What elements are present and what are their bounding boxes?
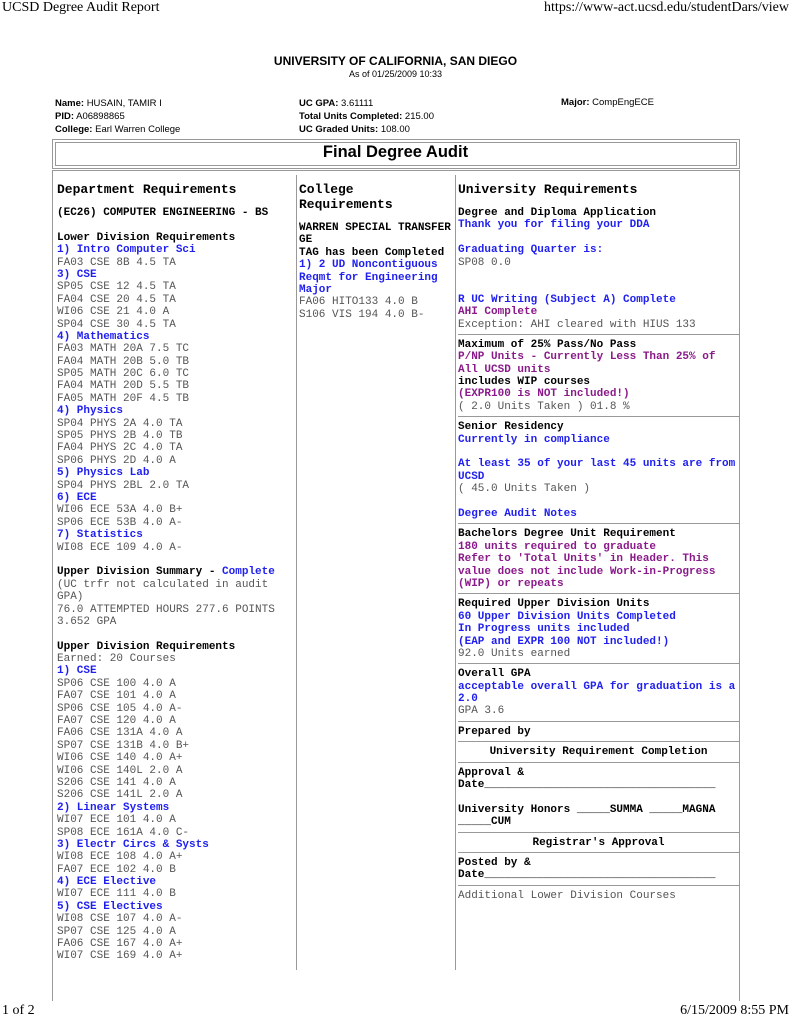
pnp-wip: includes WIP courses <box>458 376 591 389</box>
bachelors-title: Bachelors Degree Unit Requirement <box>458 528 676 541</box>
course-entry: S206 CSE 141L 2.0 A <box>57 789 183 802</box>
course-entry: SP05 CSE 12 4.5 TA <box>57 281 176 294</box>
gpa-info <box>299 97 434 136</box>
major-info <box>561 97 654 108</box>
course-entry: SP06 PHYS 2D 4.0 A <box>57 454 176 467</box>
pnp-line: All UCSD units <box>458 363 551 376</box>
divider <box>458 416 739 417</box>
course-entry: SP05 MATH 20C 6.0 TC <box>57 368 190 381</box>
upper-summary-line: GPA) <box>57 591 84 604</box>
course-entry: FA03 MATH 20A 7.5 TC <box>57 343 190 356</box>
upper-summary-line: (UC trfr not calculated in audit <box>57 578 269 591</box>
upper-div-heading: Upper Division Requirements <box>57 640 236 653</box>
bachelors-requirement <box>458 541 739 591</box>
college-requirement-line: Major <box>299 283 333 296</box>
upper-div-groups <box>57 665 294 962</box>
requirement-group-title: 5) CSE Electives <box>57 900 163 913</box>
requirement-group-title: 5) Physics Lab <box>57 467 150 480</box>
prepared-by: Prepared by <box>458 725 531 738</box>
course-entry: FA04 PHYS 2C 4.0 TA <box>57 442 183 455</box>
ud-units-title: Required Upper Division Units <box>458 598 650 611</box>
divider <box>458 885 739 886</box>
total-units-label: Total Units Completed: <box>299 111 403 122</box>
course-entry: SP04 CSE 30 4.5 TA <box>57 318 176 331</box>
dda-title: Degree and Diploma Application <box>458 207 657 219</box>
program-name: (EC26) COMPUTER ENGINEERING - BS <box>57 207 269 219</box>
lower-div-groups <box>57 244 294 554</box>
divider <box>458 741 739 742</box>
college-status-line: WARREN SPECIAL TRANSFER <box>299 222 451 234</box>
course-entry: S106 VIS 194 4.0 B- <box>299 308 425 321</box>
course-entry: FA04 MATH 20D 5.5 TB <box>57 380 190 393</box>
ahi-exception: Exception: AHI cleared with HIUS 133 <box>458 318 696 331</box>
requirement-group-title: 3) Electr Circs & Systs <box>57 838 209 851</box>
course-entry: SP06 CSE 105 4.0 A- <box>57 702 183 715</box>
page-url[interactable]: https://www-act.ucsd.edu/studentDars/view <box>544 0 789 15</box>
audit-notes-title: Degree Audit Notes <box>458 507 577 520</box>
name-label: Name: <box>55 98 85 109</box>
dept-heading: Department Requirements <box>57 182 237 197</box>
bachelors-line: value does not include Work-in-Progress <box>458 565 716 578</box>
college-requirement-line: Reqmt for Engineering <box>299 271 438 284</box>
requirement-completion: University Requirement Completion <box>489 746 708 759</box>
course-entry: FA03 CSE 8B 4.5 TA <box>57 256 176 269</box>
gpa-label: UC GPA: <box>299 98 339 109</box>
dept-column <box>57 173 294 963</box>
student-name: HUSAIN, TAMIR I <box>86 98 162 109</box>
course-entry: WI08 CSE 107 4.0 A- <box>57 913 183 926</box>
student-college: Earl Warren College <box>95 124 181 135</box>
requirement-group-title: 4) Mathematics <box>57 330 150 343</box>
course-entry: WI07 ECE 111 4.0 B <box>57 888 176 901</box>
divider <box>458 334 739 335</box>
total-units: 215.00 <box>404 111 434 122</box>
student-info <box>55 97 180 136</box>
requirement-group-title: 3) CSE <box>57 268 97 281</box>
upper-summary-line: 3.652 GPA <box>57 615 117 628</box>
posted-by-label: Posted by & <box>458 856 531 869</box>
bachelors-line: (WIP) or repeats <box>458 577 564 590</box>
college-status-line: GE <box>299 234 313 247</box>
divider <box>458 663 739 664</box>
college-status-line: TAG has been Completed <box>299 246 445 259</box>
overall-gpa-value: GPA 3.6 <box>458 705 505 718</box>
divider <box>458 523 739 524</box>
requirement-group-title: 1) CSE <box>57 665 97 678</box>
print-datetime: 6/15/2009 8:55 PM <box>680 1003 789 1018</box>
student-pid: A06898865 <box>76 111 125 122</box>
requirement-group-title: 6) ECE <box>57 491 97 504</box>
course-entry: SP04 PHYS 2BL 2.0 TA <box>57 479 190 492</box>
requirement-group-title: 2) Linear Systems <box>57 801 170 814</box>
divider <box>458 762 739 763</box>
course-entry: SP05 PHYS 2B 4.0 TB <box>57 430 183 443</box>
page-title: UCSD Degree Audit Report <box>2 0 160 15</box>
course-entry: FA07 CSE 101 4.0 A <box>57 690 176 703</box>
course-entry: FA07 CSE 120 4.0 A <box>57 715 176 728</box>
registrar-approval: Registrar's Approval <box>532 836 665 849</box>
ud-units-line: 60 Upper Division Units Completed <box>458 610 676 623</box>
ahi-status: AHI Complete <box>458 306 538 319</box>
pnp-taken: ( 2.0 Units Taken ) 01.8 % <box>458 400 630 413</box>
course-entry: SP07 CSE 131B 4.0 B+ <box>57 739 190 752</box>
column-divider-2 <box>455 175 456 970</box>
ud-units-earned: 92.0 Units earned <box>458 647 571 660</box>
upper-summary <box>57 566 294 578</box>
last45-line: At least 35 of your last 45 units are from <box>458 458 736 471</box>
course-entry: FA06 CSE 131A 4.0 A <box>57 727 183 740</box>
bachelors-line: 180 units required to graduate <box>458 540 657 553</box>
course-entry: SP08 ECE 161A 4.0 C- <box>57 826 190 839</box>
divider <box>458 852 739 853</box>
course-entry: FA04 CSE 20 4.5 TA <box>57 293 176 306</box>
approval-label: Approval & <box>458 766 525 779</box>
posted-date-line: Date___________________________________ <box>458 869 716 882</box>
college-label: College: <box>55 124 93 135</box>
course-entry: FA07 ECE 102 4.0 B <box>57 863 176 876</box>
college-heading: College Requirements <box>299 182 393 212</box>
gpa-line: 2.0 <box>458 693 478 706</box>
course-entry: WI07 CSE 169 4.0 A+ <box>57 950 183 963</box>
course-entry: FA05 MATH 20F 4.5 TB <box>57 392 190 405</box>
course-entry: S206 CSE 141 4.0 A <box>57 776 176 789</box>
course-entry: WI06 ECE 53A 4.0 B+ <box>57 504 183 517</box>
last45-line: UCSD <box>458 470 485 483</box>
pnp-title: Maximum of 25% Pass/No Pass <box>458 338 637 351</box>
college-column <box>299 173 455 321</box>
univ-heading: University Requirements <box>458 182 638 197</box>
residency-note: Currently in compliance <box>458 433 610 446</box>
dda-note: Thank you for filing your DDA <box>458 219 650 232</box>
lower-div-heading: Lower Division Requirements <box>57 231 236 244</box>
ud-units-requirement <box>458 611 739 648</box>
audit-title: Final Degree Audit <box>322 143 469 161</box>
course-entry: FA04 MATH 20B 5.0 TB <box>57 355 190 368</box>
upper-summary-lines <box>57 579 294 629</box>
course-entry: WI07 ECE 101 4.0 A <box>57 814 176 827</box>
pnp-expr: (EXPR100 is NOT included!) <box>458 388 630 401</box>
course-entry: SP06 ECE 53B 4.0 A- <box>57 516 183 529</box>
univ-column <box>458 173 739 902</box>
college-requirement-line: 1) 2 UD Noncontiguous <box>299 259 438 272</box>
earned-courses: Earned: 20 Courses <box>57 653 176 666</box>
uc-gpa: 3.61111 <box>341 98 374 109</box>
course-entry: FA06 HITO133 4.0 B <box>299 296 418 309</box>
pnp-line: P/NP Units - Currently Less Than 25% of <box>458 351 716 364</box>
honors-cum-line: _____CUM <box>458 816 511 829</box>
ud-units-line: (EAP and EXPR 100 NOT included!) <box>458 635 670 648</box>
upper-summary-status: Complete <box>222 566 275 579</box>
overall-gpa-requirement <box>458 681 739 706</box>
requirement-group-title: 4) Physics <box>57 405 124 418</box>
requirement-group-title: 7) Statistics <box>57 529 143 542</box>
course-entry: SP04 PHYS 2A 4.0 TA <box>57 417 183 430</box>
gpa-line: acceptable overall GPA for graduation is a <box>458 680 736 693</box>
last45-taken: ( 45.0 Units Taken ) <box>458 483 591 496</box>
course-entry: WI08 ECE 109 4.0 A- <box>57 541 183 554</box>
honors-line: University Honors _____SUMMA _____MAGNA <box>458 803 716 816</box>
course-entry: WI06 CSE 21 4.0 A <box>57 306 170 319</box>
course-entry: FA06 CSE 167 4.0 A+ <box>57 938 183 951</box>
bachelors-line: Refer to 'Total Units' in Header. This <box>458 553 709 566</box>
column-divider-1 <box>296 175 297 970</box>
course-entry: WI08 ECE 108 4.0 A+ <box>57 851 183 864</box>
graded-units: 108.00 <box>380 124 410 135</box>
approval-date-line: Date___________________________________ <box>458 779 716 792</box>
ud-units-line: In Progress units included <box>458 623 630 636</box>
major-label: Major: <box>561 97 590 108</box>
course-entry: SP06 CSE 100 4.0 A <box>57 677 176 690</box>
grad-quarter-value: SP08 0.0 <box>458 256 511 269</box>
as-of-date: As of 01/25/2009 10:33 <box>348 69 443 79</box>
writing-requirement: R UC Writing (Subject A) Complete <box>458 293 676 306</box>
last45-requirement <box>458 458 739 483</box>
course-entry: WI06 CSE 140L 2.0 A <box>57 764 183 777</box>
upper-summary-label: Upper Division Summary - <box>57 566 216 579</box>
pid-label: PID: <box>55 111 74 122</box>
divider <box>458 593 739 594</box>
university-name: UNIVERSITY OF CALIFORNIA, SAN DIEGO <box>273 54 518 68</box>
graded-units-label: UC Graded Units: <box>299 124 379 135</box>
requirement-group-title: 1) Intro Computer Sci <box>57 244 196 257</box>
grad-quarter-title: Graduating Quarter is: <box>458 244 604 257</box>
course-entry: SP07 CSE 125 4.0 A <box>57 925 176 938</box>
divider <box>458 832 739 833</box>
divider <box>458 721 739 722</box>
course-entry: WI06 CSE 140 4.0 A+ <box>57 752 183 765</box>
pnp-status <box>458 351 739 376</box>
additional-courses: Additional Lower Division Courses <box>458 889 676 902</box>
page-number: 1 of 2 <box>2 1003 35 1018</box>
college-requirement <box>299 259 455 296</box>
overall-gpa-title: Overall GPA <box>458 668 531 681</box>
college-courses <box>299 296 455 321</box>
requirement-group-title: 4) ECE Elective <box>57 876 157 889</box>
upper-summary-line: 76.0 ATTEMPTED HOURS 277.6 POINTS <box>57 603 275 616</box>
residency-title: Senior Residency <box>458 421 564 434</box>
student-major: CompEngECE <box>592 97 654 108</box>
college-transfer-status <box>299 222 455 259</box>
